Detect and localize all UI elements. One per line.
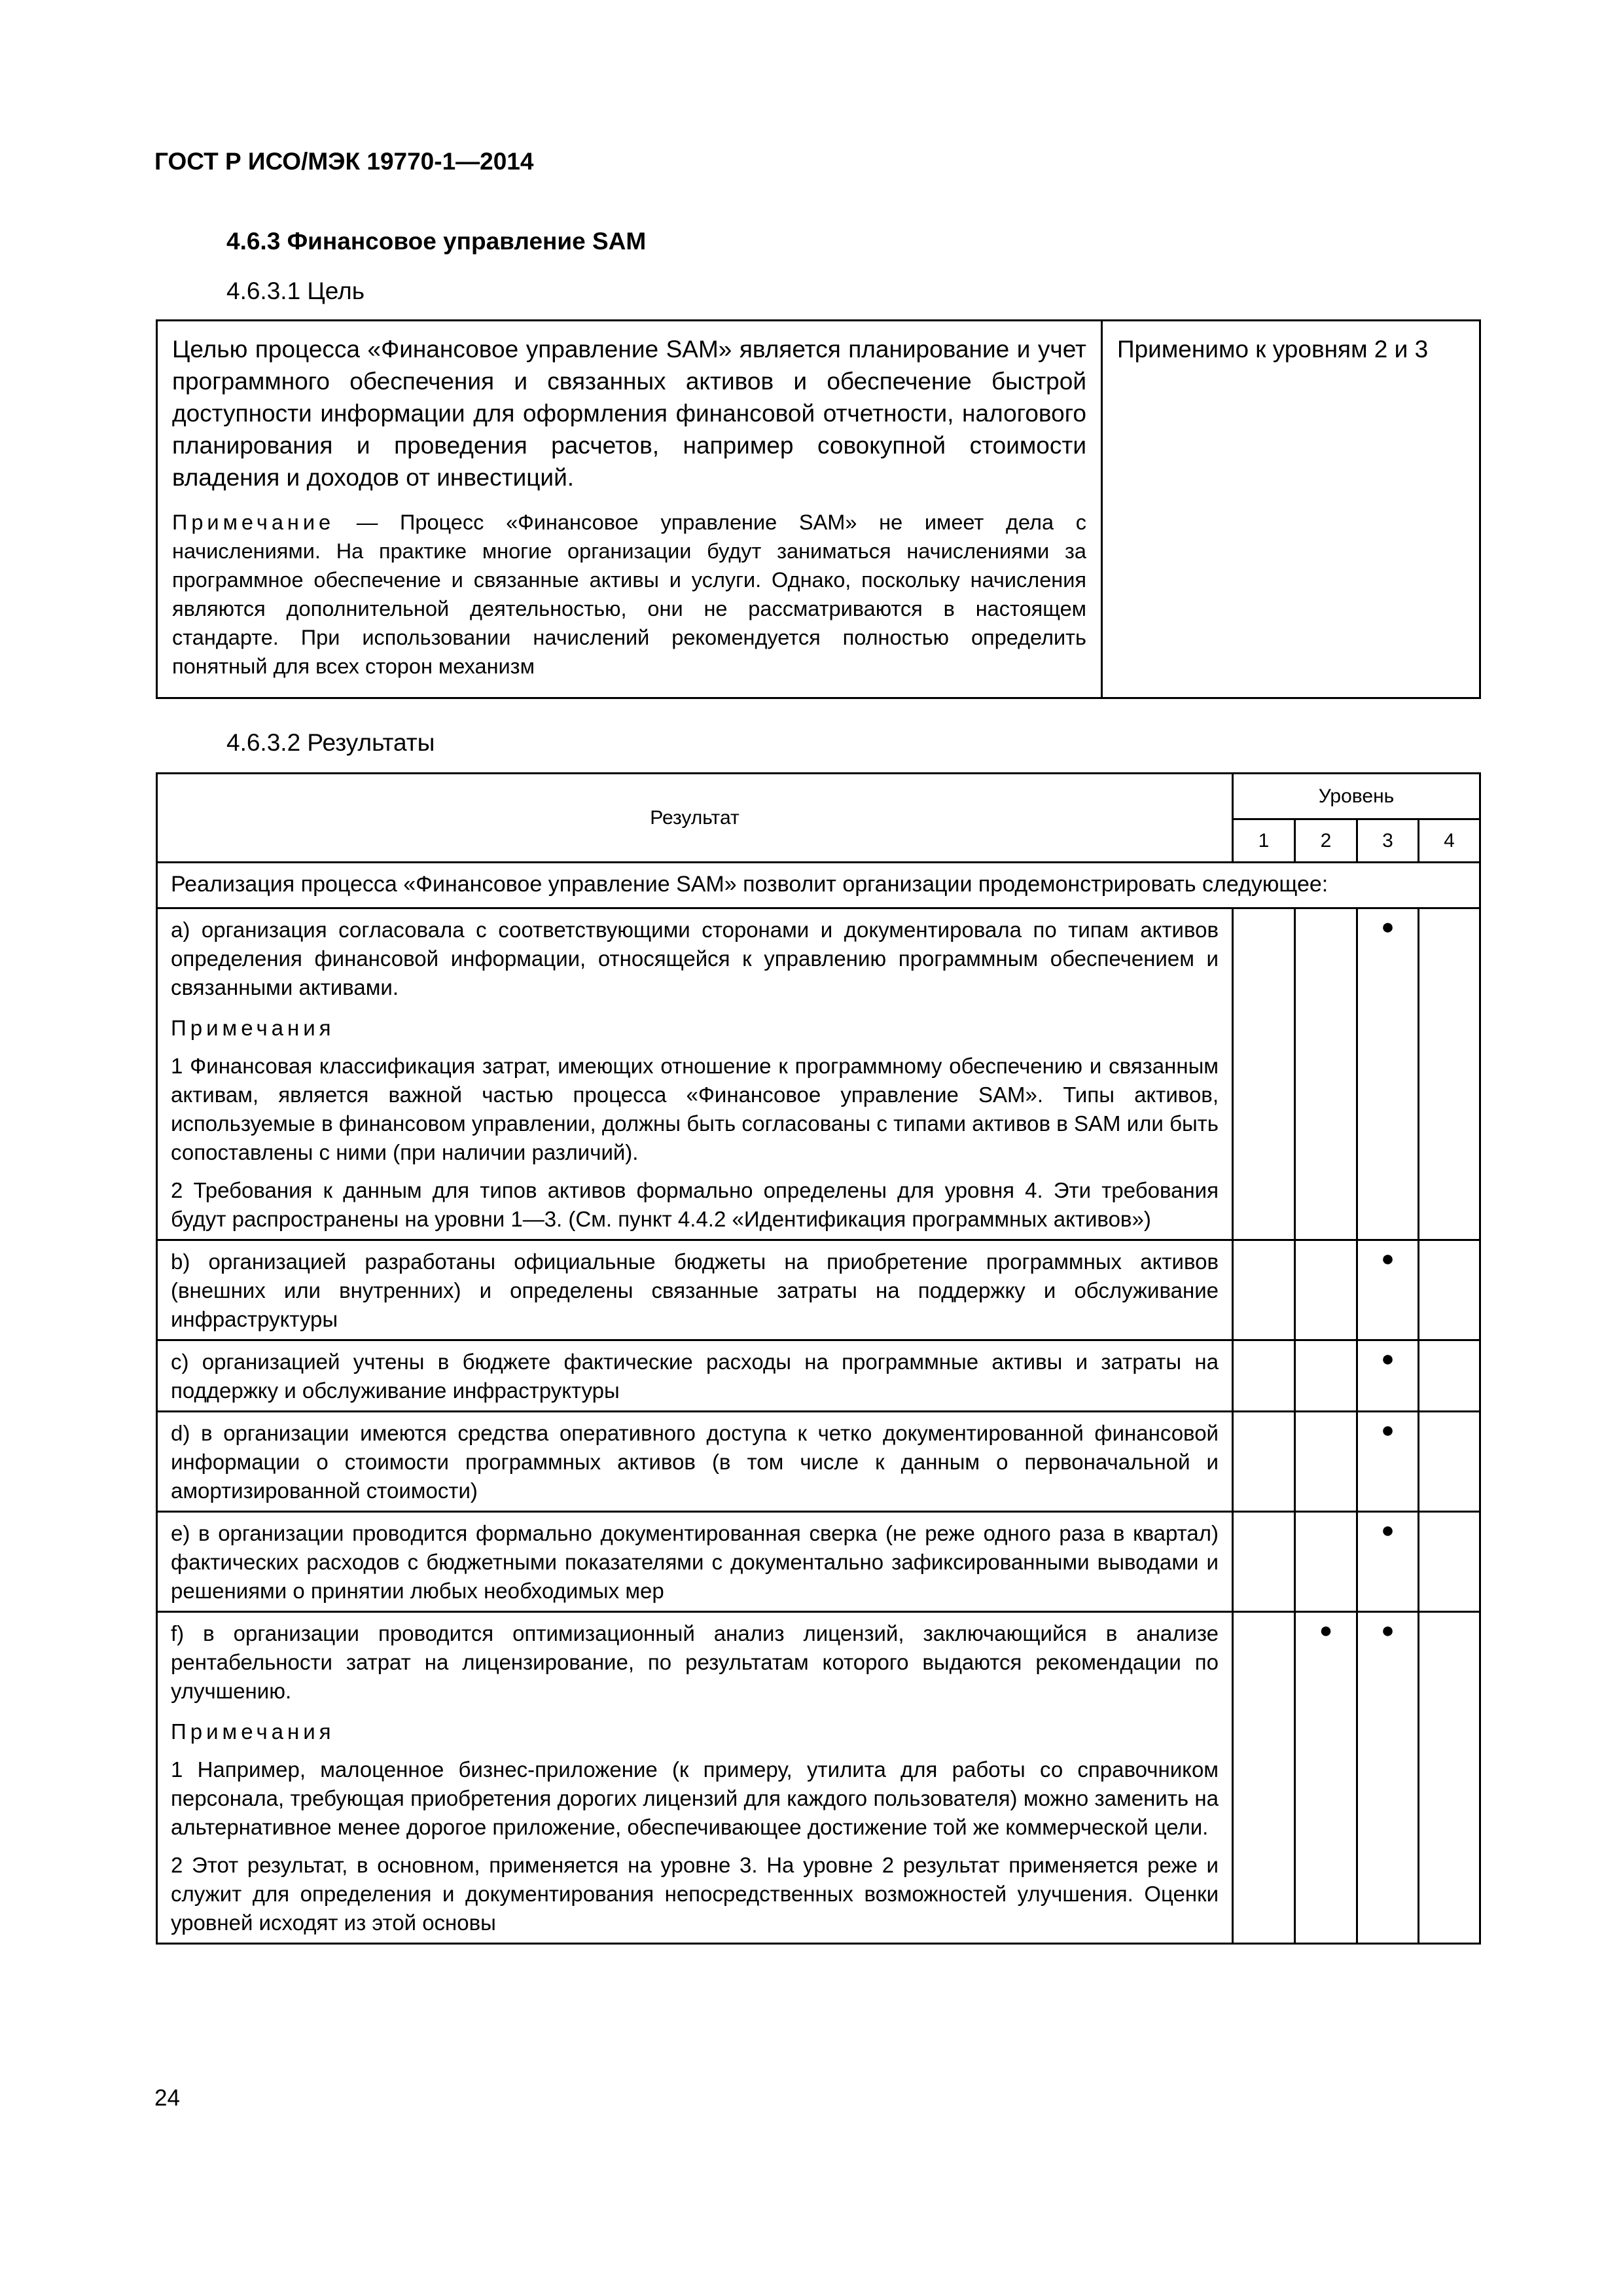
results-table (156, 772, 1481, 1945)
notes-label: Примечания (171, 1719, 335, 1744)
section-title: 4.6.3 Финансовое управление SAM (226, 228, 647, 255)
level-4-cell (1419, 1240, 1480, 1340)
result-text-cell (157, 1240, 1233, 1340)
level-1-cell (1233, 1412, 1295, 1512)
bullet-icon: ● (1381, 1246, 1395, 1271)
bullet-icon: ● (1381, 1618, 1395, 1643)
goal-cell (157, 321, 1102, 698)
result-text-cell (157, 1612, 1233, 1944)
level-1-cell (1233, 1512, 1295, 1612)
result-text: f) в организации проводится оптимизационный анализ лицензий, заключающийся в анализе рентабельности затрат на лицензирование, по результатам которого выдаются рекомендации по улучшению. (171, 1621, 1219, 1703)
level-4-cell (1419, 1612, 1480, 1944)
level-header-4: 4 (1419, 819, 1480, 863)
level-header-3: 3 (1357, 819, 1419, 863)
goal-note-text: — Процесс «Финансовое управление SAM» не имеет дела с начислениями. На практике многие организации будут заниматься начислениями за программное обеспечение и связанные активы и услуги. Однако, поскольку начисления являются дополнительной деятельностью, они не рассматриваются в настоящем стандарте. При использовании начислений рекомендуется полностью определить понятный для всех сторон механизм (172, 511, 1086, 678)
result-note: 1 Например, малоценное бизнес-приложение (к примеру, утилита для работы со справочником персонала, требующая приобретения дорогих лицензий для каждого пользователя) можно заменить на альтернативное менее дорогое приложение, обеспечивающее достижение той же коммерческой цели. (171, 1757, 1219, 1839)
level-3-cell (1357, 1412, 1419, 1512)
document-header: ГОСТ Р ИСО/МЭК 19770-1—2014 (154, 148, 534, 175)
level-3-cell (1357, 1240, 1419, 1340)
table-row (157, 1240, 1480, 1340)
level-2-cell (1295, 908, 1357, 1240)
level-3-cell (1357, 1612, 1419, 1944)
result-text: c) организацией учтены в бюджете фактические расходы на программные активы и затраты на поддержку и обслуживание инфраструктуры (171, 1350, 1219, 1403)
goal-heading: 4.6.3.1 Цель (226, 278, 365, 304)
level-1-cell (1233, 1612, 1295, 1944)
result-text: e) в организации проводится формально документированная сверка (не реже одного раза в квартал) фактических расходов с бюджетными показателями с документально зафиксированными выводами и решениями о принятии любых необходимых мер (171, 1521, 1219, 1603)
table-row (157, 1340, 1480, 1412)
level-4-cell (1419, 1512, 1480, 1612)
level-4-cell (1419, 908, 1480, 1240)
result-column-header: Результат (157, 774, 1233, 863)
result-text: d) в организации имеются средства оперативного доступа к четко документированной финансовой информации о стоимости программных активов (в том числе к данным о первоначальной и амортизированной стоимости) (171, 1421, 1219, 1503)
table-row (157, 1412, 1480, 1512)
level-3-cell (1357, 1512, 1419, 1612)
level-2-cell (1295, 1512, 1357, 1612)
table-row (157, 1612, 1480, 1944)
level-column-header: Уровень (1233, 774, 1480, 819)
bullet-icon: ● (1381, 914, 1395, 939)
level-2-cell (1295, 1240, 1357, 1340)
level-1-cell (1233, 908, 1295, 1240)
goal-text: Целью процесса «Финансовое управление SAM» является планирование и учет программного обеспечения и связанных активов и обеспечение быстрой доступности информации для оформления финансовой отчетности, налогового планирования и проведения расчетов, например совокупной стоимости владения и доходов от инвестиций. (172, 336, 1086, 491)
level-2-cell (1295, 1612, 1357, 1944)
applicability-text: Применимо к уровням 2 и 3 (1117, 336, 1429, 363)
level-header-2: 2 (1295, 819, 1357, 863)
table-row (157, 1512, 1480, 1612)
result-note: 2 Этот результат, в основном, применяется на уровне 3. На уровне 2 результат применяется реже и служит для определения и документирования непосредственных возможностей улучшения. Оценки уровней исходят из этой основы (171, 1853, 1219, 1935)
table-row (157, 908, 1480, 1240)
level-3-cell (1357, 1340, 1419, 1412)
level-4-cell (1419, 1340, 1480, 1412)
bullet-icon: ● (1381, 1518, 1395, 1543)
result-note: 2 Требования к данным для типов активов формально определены для уровня 4. Эти требования будут распространены на уровни 1—3. (См. пункт 4.4.2 «Идентификация программных активов») (171, 1178, 1219, 1231)
goal-note (172, 508, 1086, 681)
result-text-cell (157, 908, 1233, 1240)
result-note: 1 Финансовая классификация затрат, имеющих отношение к программному обеспечению и связанным активам, является важной частью процесса «Финансовое управление SAM». Типы активов, используемые в финансовом управлении, должны быть согласованы с типами активов в SAM или быть сопоставлены с ними (при наличии различий). (171, 1054, 1219, 1164)
result-text-cell (157, 1340, 1233, 1412)
bullet-icon: ● (1319, 1618, 1333, 1643)
level-3-cell (1357, 908, 1419, 1240)
goal-table (156, 319, 1481, 699)
level-2-cell (1295, 1340, 1357, 1412)
result-text-cell (157, 1412, 1233, 1512)
bullet-icon: ● (1381, 1418, 1395, 1443)
results-heading: 4.6.3.2 Результаты (226, 729, 435, 756)
level-header-1: 1 (1233, 819, 1295, 863)
goal-note-label: Примечание (172, 511, 335, 534)
level-2-cell (1295, 1412, 1357, 1512)
result-text: а) организация согласовала с соответствующими сторонами и документировала по типам активов определения финансовой информации, относящейся к управлению программным обеспечением и связанными активами. (171, 918, 1219, 999)
notes-label: Примечания (171, 1016, 335, 1040)
level-1-cell (1233, 1340, 1295, 1412)
page-number: 24 (154, 2085, 180, 2111)
result-text-cell (157, 1512, 1233, 1612)
result-text: b) организацией разработаны официальные бюджеты на приобретение программных активов (внешних или внутренних) и определены связанные затраты на поддержку и обслуживание инфраструктуры (171, 1249, 1219, 1331)
level-1-cell (1233, 1240, 1295, 1340)
results-intro: Реализация процесса «Финансовое управление SAM» позволит организации продемонстрировать следующее: (157, 863, 1480, 908)
applicability-cell (1102, 321, 1480, 698)
bullet-icon: ● (1381, 1346, 1395, 1371)
level-4-cell (1419, 1412, 1480, 1512)
